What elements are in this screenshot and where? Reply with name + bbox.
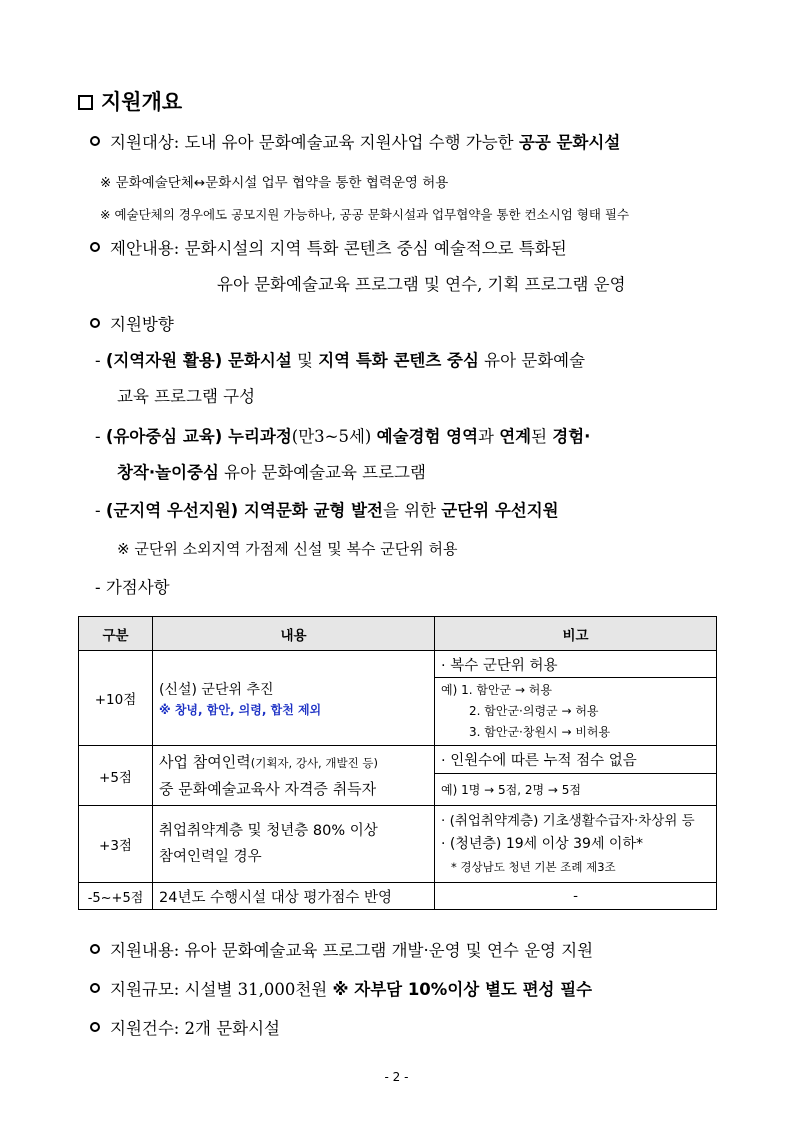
table-row [79, 746, 717, 774]
row-content: 24년도 수행시설 대상 평가점수 반영 [153, 883, 435, 910]
row-remark-top: · 인원수에 따른 누적 점수 없음 [435, 746, 717, 774]
row-content: 취업취약계층 및 청년층 80% 이상 참여인력일 경우 [153, 806, 435, 883]
bonus-points-table [78, 616, 717, 910]
direction-item-2: - (유아중심 교육) 누리과정(만3~5세) 예술경험 영역과 연계된 경험· [95, 427, 591, 446]
direction-item-3-note: ※ 군단위 소외지역 가점제 신설 및 복수 군단위 허용 [117, 540, 458, 558]
header-remark: 비고 [435, 617, 717, 651]
bullet-circle-icon [90, 1022, 100, 1032]
row-remark: · (취업취약계층) 기초생활수급자·차상위 등 · (청년층) 19세 이상 39세 이하* * 경상남도 청년 기본 조례 제3조 [435, 806, 717, 883]
row-remark-bottom: 예) 1명 → 5점, 2명 → 5점 [435, 774, 717, 806]
row-remark-examples: 예) 1. 함안군 → 허용 2. 함안군·의령군 → 허용 3. 함안군·창원시 → 비허용 [435, 678, 717, 746]
proposal-line-2: 유아 문화예술교육 프로그램 및 연수, 기획 프로그램 운영 [217, 275, 626, 294]
checkbox-square-icon [78, 95, 93, 110]
excluded-note: ※ 창녕, 함안, 의령, 합천 제외 [159, 702, 322, 717]
row-score: +3점 [79, 806, 153, 883]
table-row [79, 883, 717, 910]
row-score: +5점 [79, 746, 153, 806]
row-content: (신설) 군단위 추진 ※ 창녕, 함안, 의령, 합천 제외 [153, 651, 435, 746]
target-note-1: ※ 문화예술단체↔문화시설 업무 협약을 통한 협력운영 허용 [100, 175, 449, 191]
direction-item-4: - 가점사항 [95, 578, 170, 597]
table-row [79, 651, 717, 678]
bullet-circle-icon [90, 318, 100, 328]
table-header-row [79, 617, 717, 651]
bullet-circle-icon [90, 944, 100, 954]
page-number: - 2 - [384, 1070, 409, 1084]
support-scale-line: 지원규모: 시설별 31,000천원 ※ 자부담 10%이상 별도 편성 필수 [90, 976, 592, 1000]
table-row [79, 806, 717, 883]
target-note-2: ※ 예술단체의 경우에도 공모지원 가능하나, 공공 문화시설과 업무협약을 통한 컨소시엄 형태 필수 [100, 207, 630, 222]
bullet-circle-icon [90, 136, 100, 146]
row-remark: - [435, 883, 717, 910]
direction-item-2-line-2: 창작·놀이중심 유아 문화예술교육 프로그램 [117, 463, 426, 482]
direction-item-3: - (군지역 우선지원) 지역문화 균형 발전을 위한 군단위 우선지원 [95, 501, 559, 520]
support-count-line: 지원건수: 2개 문화시설 [90, 1015, 280, 1039]
proposal-line-1: 제안내용: 문화시설의 지역 특화 콘텐츠 중심 예술적으로 특화된 [90, 235, 567, 259]
bullet-circle-icon [90, 242, 100, 252]
row-remark-top: · 복수 군단위 허용 [435, 651, 717, 678]
row-score: -5~+5점 [79, 883, 153, 910]
row-score: +10점 [79, 651, 153, 746]
support-content-line: 지원내용: 유아 문화예술교육 프로그램 개발·운영 및 연수 운영 지원 [90, 937, 593, 961]
direction-heading: 지원방향 [90, 311, 174, 335]
direction-item-1: - (지역자원 활용) 문화시설 및 지역 특화 콘텐츠 중심 유아 문화예술 [95, 351, 586, 370]
header-category: 구분 [79, 617, 153, 651]
bullet-circle-icon [90, 983, 100, 993]
header-content: 내용 [153, 617, 435, 651]
section-heading: 지원개요 [78, 86, 182, 116]
row-content: 사업 참여인력(기획자, 강사, 개발진 등) 중 문화예술교육사 자격증 취득자 [153, 746, 435, 806]
target-line: 지원대상: 도내 유아 문화예술교육 지원사업 수행 가능한 공공 문화시설 [90, 129, 620, 153]
direction-item-1-line-2: 교육 프로그램 구성 [117, 387, 256, 406]
